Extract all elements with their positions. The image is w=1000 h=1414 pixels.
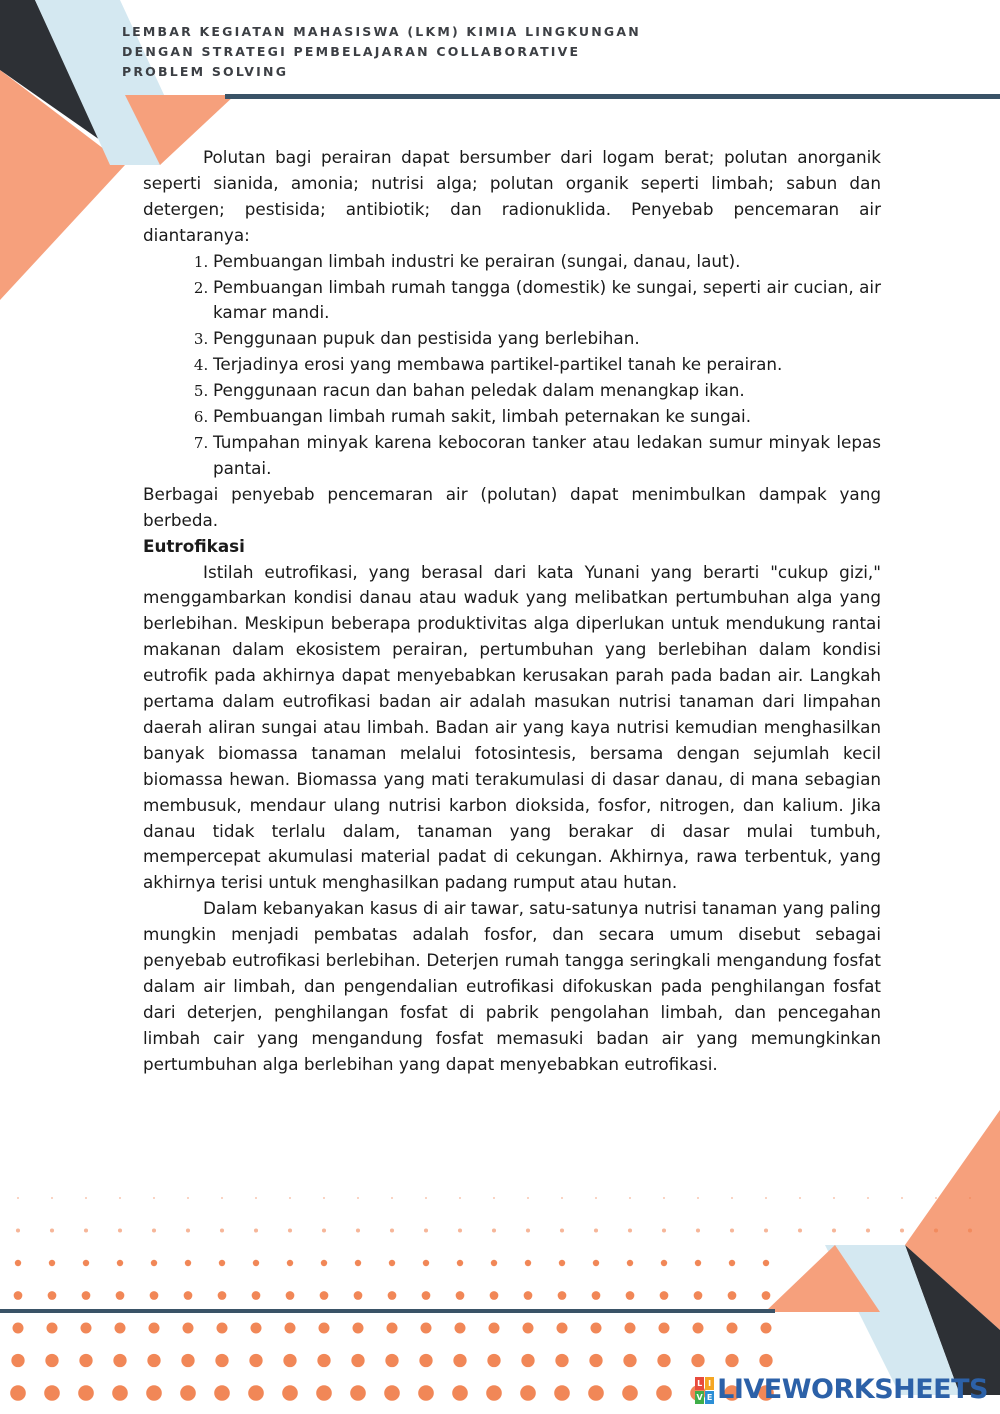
pattern-dot [521,1354,534,1367]
pattern-dot [249,1354,262,1367]
pattern-dot [118,1228,122,1232]
pattern-dot [421,1323,432,1334]
pattern-dot [13,1323,24,1334]
pattern-dot [526,1228,530,1232]
pattern-dot [523,1323,534,1334]
footer-rule [0,1309,775,1313]
logo-letter: I [705,1377,714,1390]
pattern-dot [456,1291,465,1300]
pattern-dot [356,1228,360,1232]
pattern-dot [561,1197,563,1199]
pattern-dot [459,1197,461,1199]
pattern-dot [217,1323,228,1334]
pattern-dot [455,1323,466,1334]
pattern-dot [82,1291,91,1300]
pattern-dot [286,1291,295,1300]
logo-letter: V [696,1392,703,1402]
pattern-dot [424,1228,428,1232]
pattern-dot [727,1323,738,1334]
pattern-dot [588,1385,604,1401]
pattern-dot [113,1354,126,1367]
list-item: 5. Penggunaan racun dan bahan peledak dalam menangkap ikan. [213,378,881,404]
header-line: LEMBAR KEGIATAN MAHASISWA (LKM) KIMIA LINGKUNGAN [122,24,641,39]
pattern-dot [490,1291,499,1300]
pattern-dot [319,1323,330,1334]
pattern-dot [287,1260,293,1266]
pattern-dot [492,1228,496,1232]
pattern-dot [254,1228,258,1232]
header-line: DENGAN STRATEGI PEMBELAJARAN COLLABORATIVE [122,44,581,59]
pattern-dot [15,1260,21,1266]
pattern-dot [84,1228,88,1232]
pattern-dot [866,1228,870,1232]
pattern-dot [355,1260,361,1266]
pattern-dot [730,1228,734,1232]
pattern-dot [527,1197,529,1199]
pattern-dot [152,1228,156,1232]
closing-paragraph: Berbagai penyebab pencemaran air (polutan) dapat menimbulkan dampak yang berbeda. [143,483,881,530]
pattern-dot [934,1228,938,1232]
pattern-dot [153,1197,155,1199]
pattern-dot [384,1385,400,1401]
pattern-dot [248,1385,264,1401]
pattern-dot [832,1228,836,1232]
pattern-dot [833,1197,835,1199]
pattern-dot [656,1385,672,1401]
pattern-dot [560,1228,564,1232]
pattern-dot [697,1197,699,1199]
pattern-dot [867,1197,869,1199]
pattern-dot [663,1197,665,1199]
pattern-dot [116,1291,125,1300]
pattern-dot [622,1385,638,1401]
pollution-causes-list [143,249,881,482]
pattern-dot [761,1323,772,1334]
pattern-dot [17,1197,19,1199]
list-item: 2. Pembuangan limbah rumah tangga (domestik) ke sungai, seperti air cucian, air kamar mandi. [213,275,881,327]
pattern-dot [623,1354,636,1367]
pattern-dot [969,1197,971,1199]
pattern-dot [627,1260,633,1266]
pattern-dot [149,1323,160,1334]
pattern-dot [16,1228,20,1232]
header-rule [225,94,1000,99]
pattern-dot [592,1291,601,1300]
pattern-dot [351,1354,364,1367]
pattern-dot [489,1323,500,1334]
pattern-dot [629,1197,631,1199]
pattern-dot [112,1385,128,1401]
pattern-dot [48,1291,57,1300]
pattern-dot [79,1354,92,1367]
pattern-dot [731,1197,733,1199]
pattern-dot [589,1354,602,1367]
pattern-dot [452,1385,468,1401]
pattern-dot [628,1228,632,1232]
pattern-dot [252,1291,261,1300]
pattern-dot [316,1385,332,1401]
pattern-dot [694,1291,703,1300]
pattern-dot [115,1323,126,1334]
pattern-dot [388,1291,397,1300]
pattern-dot [288,1228,292,1232]
pattern-dot [387,1323,398,1334]
pattern-dot [525,1260,531,1266]
logo-letter: L [697,1378,703,1388]
pattern-dot [289,1197,291,1199]
pattern-dot [184,1291,193,1300]
pattern-dot [798,1228,802,1232]
pattern-dot [186,1228,190,1232]
header-line: PROBLEM SOLVING [122,64,289,79]
list-item: 6. Pembuangan limbah rumah sakit, limbah peternakan ke sungai. [213,404,881,430]
worksheet-header [122,22,641,82]
pattern-dot [594,1228,598,1232]
logo-letter: E [706,1392,713,1402]
pattern-dot [350,1385,366,1401]
pattern-dot [493,1197,495,1199]
pattern-dot [180,1385,196,1401]
pattern-dot [799,1197,801,1199]
watermark-text: LIVEWORKSHEETS [717,1374,988,1405]
pattern-dot [491,1260,497,1266]
pattern-dot [968,1228,972,1232]
pattern-dot [321,1260,327,1266]
pattern-dot [147,1354,160,1367]
pattern-dot [555,1354,568,1367]
pattern-dot [458,1228,462,1232]
pattern-dot [183,1323,194,1334]
pattern-dot [354,1291,363,1300]
pattern-dot [353,1323,364,1334]
pattern-dot [385,1354,398,1367]
pattern-dot [255,1197,257,1199]
pattern-dot [422,1291,431,1300]
pattern-dot [693,1323,704,1334]
pattern-dot [187,1197,189,1199]
intro-paragraph: Polutan bagi perairan dapat bersumber dari logam berat; polutan anorganik seperti sianida, amonia; nutrisi alga; polutan organik seperti limbah; sabun dan detergen; pestisida; antibiotik; dan radionuklida. Penyebab pencemaran air diantaranya: [143,147,881,245]
pattern-dot [695,1260,701,1266]
pattern-dot [418,1385,434,1401]
pattern-dot [357,1197,359,1199]
pattern-dot [595,1197,597,1199]
pattern-dot [524,1291,533,1300]
pattern-dot [253,1260,259,1266]
pattern-dot [935,1197,937,1199]
pattern-dot [323,1197,325,1199]
pattern-dot [728,1291,737,1300]
pattern-dot [83,1260,89,1266]
pattern-dot [322,1228,326,1232]
pattern-dot [317,1354,330,1367]
pattern-dot [762,1291,771,1300]
pattern-dot [320,1291,329,1300]
pattern-dot [557,1323,568,1334]
pattern-dot [45,1354,58,1367]
pattern-dot [593,1260,599,1266]
pattern-dot [85,1197,87,1199]
pattern-dot [764,1228,768,1232]
pattern-dot [558,1291,567,1300]
pattern-dot [659,1323,670,1334]
pattern-dot [419,1354,432,1367]
pattern-dot [901,1197,903,1199]
pattern-dot [423,1260,429,1266]
pattern-dot [251,1323,262,1334]
pattern-dot [390,1228,394,1232]
pattern-dot [285,1323,296,1334]
pattern-dot [657,1354,670,1367]
pattern-dot [50,1228,54,1232]
pattern-dot [765,1197,767,1199]
pattern-dot [14,1291,23,1300]
pattern-dot [181,1354,194,1367]
pattern-dot [759,1354,772,1367]
pattern-dot [49,1260,55,1266]
pattern-dot [696,1228,700,1232]
pattern-dot [729,1260,735,1266]
pattern-dot [282,1385,298,1401]
pattern-dot [725,1354,738,1367]
pattern-dot [151,1260,157,1266]
pattern-dot [219,1260,225,1266]
pattern-dot [691,1354,704,1367]
liveworksheets-watermark [695,1374,988,1405]
pattern-dot [220,1228,224,1232]
pattern-dot [117,1260,123,1266]
pattern-dot [185,1260,191,1266]
pattern-dot [626,1291,635,1300]
pattern-dot [78,1385,94,1401]
pattern-dot [763,1260,769,1266]
pattern-dot [51,1197,53,1199]
pattern-dot [81,1323,92,1334]
eutrofikasi-paragraph-1: Istilah eutrofikasi, yang berasal dari kata Yunani yang berarti "cukup gizi," menggambarkan kondisi danau atau waduk yang melibatkan pertumbuhan alga yang berlebihan. Meskipun beberapa produktivitas alga diperlukan untuk mendukung rantai makanan dalam ekosistem perairan, pertumbuhan yang berlebihan dalam kondisi eutrofik pada akhirnya dapat menyebabkan kerusakan parah pada badan air. Langkah pertama dalam eutrofikasi badan air adalah masukan nutrisi tanaman dari limpahan daerah aliran sungai atau limbah. Badan air yang kaya nutrisi kemudian menghasilkan banyak biomassa tanaman melalui fotosintesis, bersama dengan sejumlah kecil biomassa hewan. Biomassa yang mati terakumulasi di dasar danau, di mana sebagian membusuk, mendaur ulang nutrisi karbon dioksida, fosfor, nitrogen, dan kalium. Jika danau tidak terlalu dalam, tanaman yang berakar di dasar mulai tumbuh, mempercepat akumulasi material padat di cekungan. Akhirnya, rawa terbentuk, yang akhirnya terisi untuk menghasilkan padang rumput atau hutan. [143,561,881,893]
pattern-dot [486,1385,502,1401]
list-item: 1. Pembuangan limbah industri ke perairan (sungai, danau, laut). [213,249,881,275]
list-item: 4. Terjadinya erosi yang membawa partikel-partikel tanah ke perairan. [213,352,881,378]
pattern-dot [425,1197,427,1199]
pattern-dot [591,1323,602,1334]
list-item: 7. Tumpahan minyak karena kebocoran tanker atau ledakan sumur minyak lepas pantai. [213,430,881,482]
pattern-dot [625,1323,636,1334]
pattern-dot [215,1354,228,1367]
pattern-dot [389,1260,395,1266]
pattern-dot [218,1291,227,1300]
pattern-dot [520,1385,536,1401]
liveworksheets-logo-icon [695,1377,713,1403]
pattern-dot [221,1197,223,1199]
pattern-dot [662,1228,666,1232]
pattern-dot [457,1260,463,1266]
pattern-dot [661,1260,667,1266]
pattern-dot [487,1354,500,1367]
section-title: Eutrofikasi [143,535,245,556]
pattern-dot [47,1323,58,1334]
pattern-dot [559,1260,565,1266]
pattern-dot [146,1385,162,1401]
pattern-dot [391,1197,393,1199]
pattern-dot [453,1354,466,1367]
list-item: 3. Penggunaan pupuk dan pestisida yang berlebihan. [213,326,881,352]
pattern-dot [10,1385,26,1401]
pattern-dot [554,1385,570,1401]
pattern-dot [150,1291,159,1300]
pattern-dot [119,1197,121,1199]
pattern-dot [44,1385,60,1401]
eutrofikasi-paragraph-2: Dalam kebanyakan kasus di air tawar, satu-satunya nutrisi tanaman yang paling mungkin menjadi pembatas adalah fosfor, dan secara umum disebut sebagai penyebab eutrofikasi berlebihan. Deterjen rumah tangga seringkali mengandung fosfat dalam air limbah, dan pengendalian eutrofikasi difokuskan pada penghilangan fosfat dari deterjen, penghilangan fosfat di pabrik pengolahan limbah, dan pencegahan limbah cair yang mengandung fosfat memasuki badan air yang memungkinkan pertumbuhan alga berlebihan yang dapat menyebabkan eutrofikasi. [143,898,881,1074]
main-content [143,145,881,1078]
pattern-dot [900,1228,904,1232]
pattern-dot [283,1354,296,1367]
pattern-dot [660,1291,669,1300]
pattern-dot [11,1354,24,1367]
pattern-dot [214,1385,230,1401]
